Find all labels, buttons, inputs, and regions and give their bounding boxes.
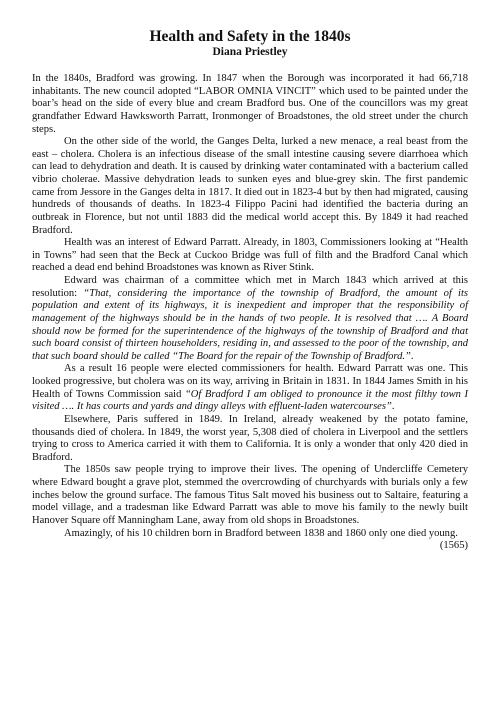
paragraph-8-text: Amazingly, of his 10 children born in Bradford between 1838 and 1860 only one died young.: [64, 527, 458, 539]
paragraph-6: [32, 414, 468, 465]
paragraph-3-text: Health was an interest of Edward Parratt. Already, in 1803, Commissioners looking at “Health in Towns” had seen that the Beck at Cuckoo Bridge was full of filth and the Bradford Canal which reached a dead end behind Broadstones was known as River Stink.: [32, 237, 468, 274]
reference-number: (1565): [439, 540, 468, 552]
paragraph-5: [32, 363, 468, 414]
paragraph-4-tail: .: [410, 350, 414, 362]
paragraph-6-text: Elsewhere, Paris suffered in 1849. In Ireland, already weakened by the potato famine, thousands died of cholera. In 1849, the worst year, 5,308 died of cholera in Liverpool and the settlers trying to cross to America carried it with them to California. It is only a wonder that only 420 died in Bradford.: [32, 413, 468, 463]
paragraph-1-text: In the 1840s, Bradford was growing. In 1847 when the Borough was incorporated it had 66,718 inhabitants. The new council adopted “LABOR OMNIA VINCIT” which used to be painted under the boar’s head on the side of every blue and cream Bradford bus. One of the councillors was my great grandfather Edward Hawksworth Parratt, Ironmonger of Broadstones, the old street under the church steps.: [32, 73, 468, 135]
paragraph-2-text: On the other side of the world, the Ganges Delta, lurked a new menace, a real beast from the east – cholera. Cholera is an infectious disease of the small intestine causing severe diarrhoea which can lead to dehydration and death. It is caused by drinking water contaminated with a bacterium called vibrio cholerae. Massive dehydration leads to sunken eyes and blue-grey skin. The first pandemic came from Jessore in the Ganges delta in 1817. It died out in 1823-4 but by then had migrated, causing hundreds of thousands of deaths. In 1823-4 Filippo Pacini had identified the bacteria during an outbreak in Florence, but not until 1883 did the medical world accept this. By 1849 it had reached Bradford.: [32, 136, 468, 236]
article-author: Diana Priestley: [212, 46, 288, 58]
paragraph-4-quote: “That, considering the importance of the township of Bradford, the amount of its population and extent of its highways, it is inexpedient and improper that the responsibility of management of the highways should be in the hands of two people. It is resolved that …. A Board should now be formed for the superintendence of the highways of the township of Bradford and that such board consist of thirteen householders, residing in, and assessed to the poor of the township, and that such board should be called “The Board for the repair of the Township of Bradford.”: [32, 287, 468, 362]
paragraph-2: [32, 136, 468, 237]
article: [32, 28, 468, 553]
paragraph-8: [32, 527, 468, 552]
paragraph-5-tail: .: [391, 401, 395, 413]
paragraph-1: [32, 73, 468, 136]
paragraph-7: [32, 464, 468, 527]
paragraph-3: [32, 237, 468, 275]
paragraph-5-text: As a result 16 people were elected commissioners for health. Edward Parratt was one. This looked progressive, but cholera was on its way, arriving in Britain in 1831. In 1844 James Smith in his Health of Towns Commission said: [32, 363, 468, 400]
paragraph-7-text: The 1850s saw people trying to improve their lives. The opening of Undercliffe Cemetery where Edward bought a grave plot, stemmed the overcrowding of churchyards with burials only a few inches below the ground surface. The famous Titus Salt moved his business out to Saltaire, featuring a model village, and a tradesman like Edward Parratt was able to move his family to the newly built Hanover Square off Manningham Lane, away from old shops in Broadstones.: [32, 464, 468, 526]
paragraph-5-quote: “Of Bradford I am obliged to pronounce it the most filthy town I visited …. It has courts and yards and dingy alleys with effluent-laden watercourses”: [32, 388, 468, 413]
article-title: Health and Safety in the 1840s: [149, 28, 351, 45]
paragraph-4: [32, 275, 468, 363]
paragraph-4-text: Edward was chairman of a committee which met in March 1843 which arrived at this resolution:: [32, 275, 468, 299]
